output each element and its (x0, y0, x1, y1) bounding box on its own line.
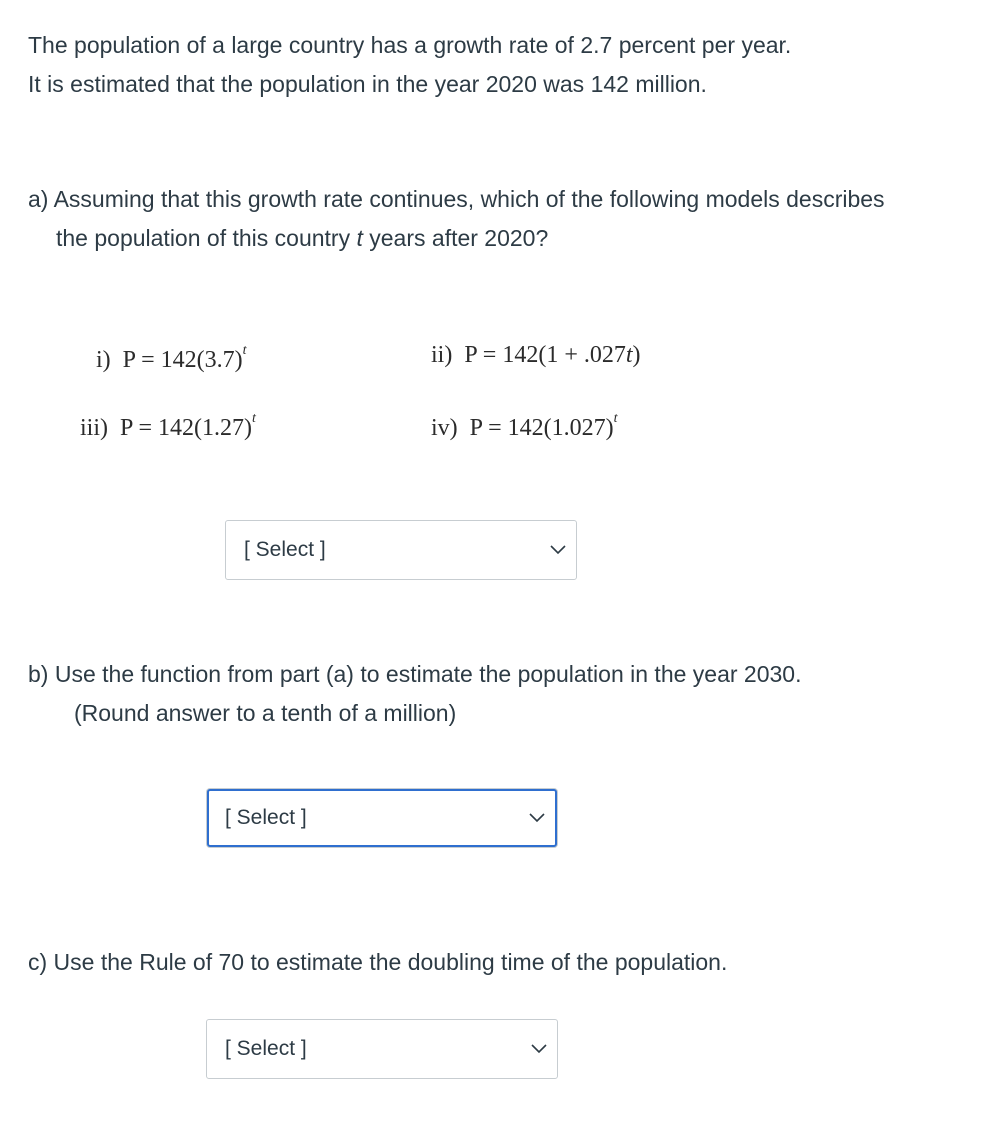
option-ii: ii) P = 142(1 + .027t) (431, 342, 641, 368)
chevron-down-icon (531, 1044, 547, 1054)
option-iv: iv) $P = 142(1.027)^t$ (431, 411, 618, 441)
part-a-question-line-2: the population of this country t years after 2020? (56, 225, 549, 251)
part-a-answer-select[interactable] (225, 520, 577, 580)
part-a-question-line-1: a) Assuming that this growth rate continues, which of the following models describes (28, 186, 885, 212)
chevron-down-icon (550, 545, 566, 555)
intro-line-2: It is estimated that the population in the year 2020 was 142 million. (28, 71, 707, 97)
part-b-select-value: [ Select ] (225, 806, 307, 829)
part-c-question-line-1: c) Use the Rule of 70 to estimate the doubling time of the population. (28, 949, 728, 975)
intro-line-1: The population of a large country has a growth rate of 2.7 percent per year. (28, 32, 792, 58)
option-iii: iii) $P = 142(1.27)^t$ (80, 411, 256, 441)
part-b-question-line-2: (Round answer to a tenth of a million) (74, 700, 457, 726)
part-c-answer-select[interactable] (206, 1019, 558, 1079)
option-i: i) $P = 142(3.7)^t$ (96, 343, 247, 373)
part-c-select-value: [ Select ] (225, 1037, 307, 1060)
part-b-question-line-1: b) Use the function from part (a) to estimate the population in the year 2030. (28, 661, 802, 687)
part-b-answer-select[interactable] (207, 789, 557, 847)
chevron-down-icon (529, 813, 545, 823)
part-a-select-value: [ Select ] (244, 538, 326, 561)
